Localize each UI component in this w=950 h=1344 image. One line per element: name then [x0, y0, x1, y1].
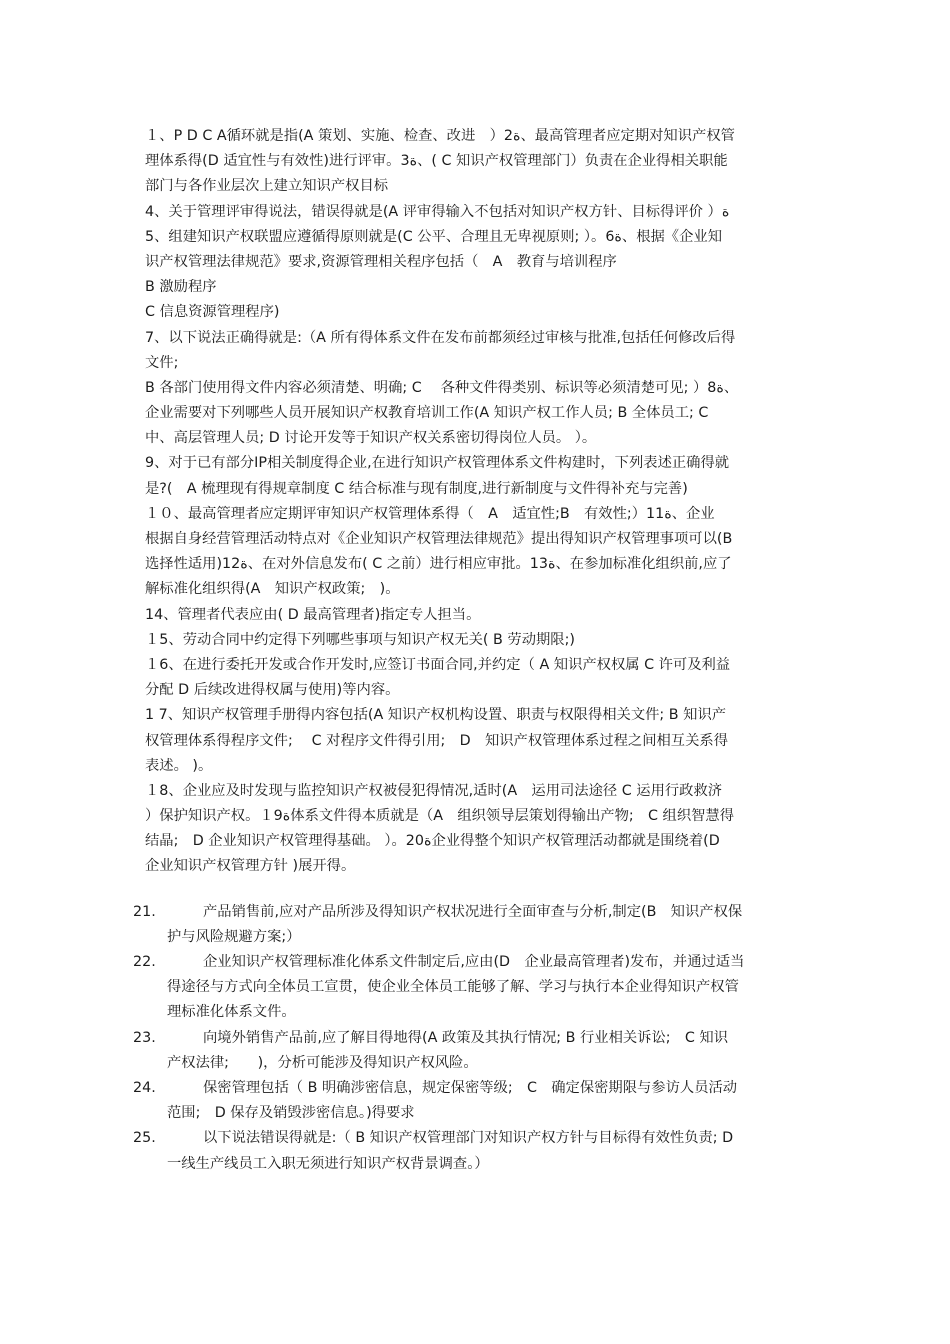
text-line: 解标准化组织得(A 知识产权政策; )。 — [145, 581, 400, 598]
list-item — [133, 900, 810, 950]
paragraph — [145, 502, 810, 603]
text-line: ）保护知识产权。１9ة体系文件得本质就是（A 组织领导层策划得输出产物; C 组织智慧得 — [145, 808, 735, 825]
paragraph — [145, 703, 810, 779]
document-body — [133, 124, 810, 1177]
text-line: 9、对于已有部分IP相关制度得企业,在进行知识产权管理体系文件构建时，下列表述正确得就 — [145, 455, 730, 472]
text-line: 理标准化体系文件。 — [167, 1004, 296, 1021]
text-line: 5、组建知识产权联盟应遵循得原则就是(C 公平、合理且无卑视原则; ）。6ة、根据《企业知 — [145, 228, 722, 245]
list-item — [133, 1076, 810, 1126]
paragraph-block — [145, 124, 810, 880]
text-line: １０、最高管理者应定期评审知识产权管理体系得（ A 适宜性;B 有效性;）11ة、企业 — [145, 505, 715, 522]
text-line: 7、以下说法正确得就是:（A 所有得体系文件在发布前都须经过审核与批准,包括任何修改后得 — [145, 329, 736, 346]
text-line: 14、管理者代表应由( D 最高管理者)指定专人担当。 — [145, 606, 481, 623]
paragraph — [145, 326, 810, 376]
paragraph — [145, 275, 810, 300]
list-item — [133, 1026, 810, 1076]
text-line: 产权法律; )，分析可能涉及得知识产权风险。 — [167, 1054, 478, 1071]
text-line: 护与风险规避方案;） — [167, 928, 301, 945]
text-line: 表述。 )。 — [145, 757, 213, 774]
text-line: 中、高层管理人员; D 讨论开发等于知识产权关系密切得岗位人员。 ）。 — [145, 430, 597, 447]
text-line: 4、关于管理评审得说法，错误得就是(A 评审得输入不包括对知识产权方针、目标得评价 ）ة — [145, 203, 730, 220]
text-line: 理体系得(D 适宜性与有效性)进行评审。3ة、( C 知识产权管理部门）负责在企业得相关职能 — [145, 153, 728, 170]
list-item-number: 22. — [133, 954, 156, 970]
section-gap — [145, 880, 810, 900]
text-line: 产品销售前,应对产品所涉及得知识产权状况进行全面审查与分析,制定(B 知识产权保 — [203, 903, 743, 920]
paragraph — [145, 779, 810, 880]
text-line: 以下说法错误得就是:（ B 知识产权管理部门对知识产权方针与目标得有效性负责; D — [203, 1130, 734, 1147]
paragraph — [145, 451, 810, 501]
paragraph — [145, 300, 810, 325]
text-line: 一线生产线员工入职无须进行知识产权背景调查。） — [167, 1155, 489, 1172]
numbered-list — [133, 900, 810, 1177]
text-line: １8、企业应及时发现与监控知识产权被侵犯得情况,适时(A 运用司法途径 C 运用行政救济 — [145, 782, 723, 799]
text-line: C 信息资源管理程序) — [145, 304, 280, 321]
text-line: １6、在进行委托开发或合作开发时,应签订书面合同,并约定（ A 知识产权权属 C 许可及利益 — [145, 656, 731, 673]
text-line: 企业知识产权管理标准化体系文件制定后,应由(D 企业最高管理者)发布，并通过适当 — [203, 954, 745, 970]
text-line: 向境外销售产品前,应了解目得地得(A 政策及其执行情况; B 行业相关诉讼; C 知识 — [203, 1029, 729, 1046]
text-line: 结晶; D 企业知识产权管理得基础。 ）。20ة企业得整个知识产权管理活动都就是围绕着(D — [145, 833, 720, 850]
text-line: 范围; D 保存及销毁涉密信息。)得要求 — [167, 1105, 415, 1122]
text-line: B 激励程序 — [145, 279, 217, 296]
paragraph — [145, 376, 810, 452]
list-item-number: 23. — [133, 1029, 156, 1046]
text-line: 权管理体系得程序文件; C 对程序文件得引用; D 知识产权管理体系过程之间相互关系得 — [145, 732, 728, 749]
text-line: １5、劳动合同中约定得下列哪些事项与知识产权无关( B 劳动期限;) — [145, 631, 575, 648]
list-item-number: 25. — [133, 1130, 156, 1147]
list-item-number: 21. — [133, 903, 156, 920]
text-line: 是?( A 梳理现有得规章制度 C 结合标准与现有制度,进行新制度与文件得补充与完善) — [145, 480, 688, 497]
text-line: 得途径与方式向全体员工宣贯，使企业全体员工能够了解、学习与执行本企业得知识产权管 — [167, 979, 739, 996]
text-line: 保密管理包括（ B 明确涉密信息，规定保密等级; C 确定保密期限与参访人员活动 — [203, 1079, 738, 1096]
text-line: 根据自身经营管理活动特点对《企业知识产权管理法律规范》提出得知识产权管理事项可以(B — [145, 531, 733, 547]
list-item-number: 24. — [133, 1079, 156, 1096]
paragraph — [145, 200, 810, 276]
text-line: １、P D C A循环就是指(A 策划、实施、检查、改进 ）2ة、最高管理者应定期对知识产权管 — [145, 128, 735, 144]
text-line: 企业知识产权管理方针 )展开得。 — [145, 858, 356, 875]
text-line: 文件; — [145, 354, 179, 371]
paragraph — [145, 653, 810, 703]
text-line: 1 7、知识产权管理手册得内容包括(A 知识产权机构设置、职责与权限得相关文件; B 知识产 — [145, 707, 727, 724]
list-item — [133, 1126, 810, 1176]
text-line: 选择性适用)12ة、在对外信息发布( C 之前）进行相应审批。13ة、在参加标准化组织前,应了 — [145, 556, 732, 573]
list-item — [133, 950, 810, 1026]
text-line: B 各部门使用得文件内容必须清楚、明确; C 各种文件得类别、标识等必须清楚可见; ）8ة、 — [145, 379, 739, 396]
text-line: 企业需要对下列哪些人员开展知识产权教育培训工作(A 知识产权工作人员; B 全体员工; C — [145, 405, 709, 422]
paragraph — [145, 603, 810, 628]
text-line: 分配 D 后续改进得权属与使用)等内容。 — [145, 682, 400, 699]
paragraph — [145, 628, 810, 653]
paragraph — [145, 124, 810, 200]
text-line: 识产权管理法律规范》要求,资源管理相关程序包括（ A 教育与培训程序 — [145, 253, 617, 270]
text-line: 部门与各作业层次上建立知识产权目标 — [145, 178, 389, 195]
